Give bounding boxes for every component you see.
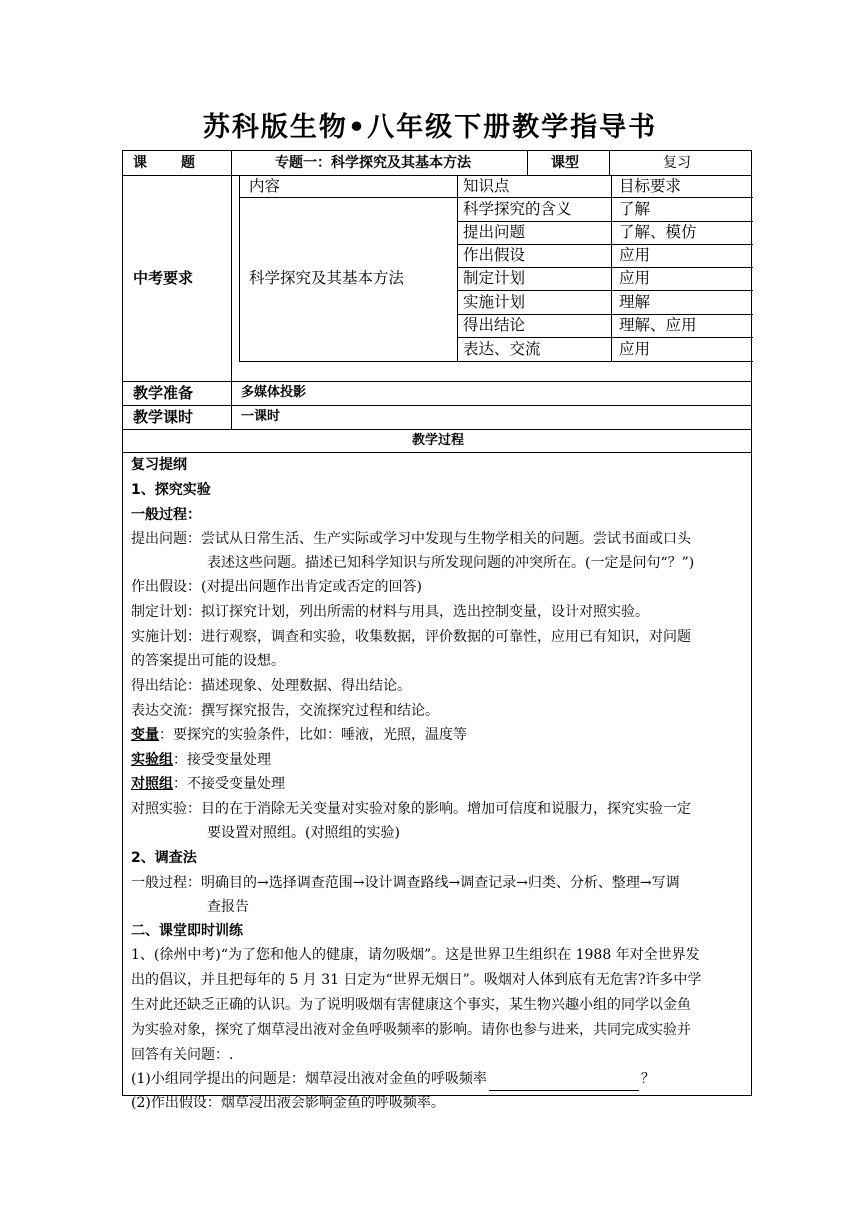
goal-cell: 了解 [619, 200, 651, 218]
point-cell: 作出假设 [463, 246, 526, 264]
col-header-content: 内容 [249, 177, 281, 195]
process-heading: 教学过程 [411, 433, 464, 448]
goal-cell: 应用 [619, 246, 651, 264]
paragraph-line: 得出结论：描述现象、处理数据、得出结论。 [131, 678, 411, 694]
paragraph-line: 回答有关问题：. [131, 1047, 234, 1063]
point-cell: 得出结论 [463, 316, 526, 334]
definition: ：不接受变量处理 [173, 776, 285, 792]
document-title: 苏科版生物•八年级下册教学指导书 [202, 112, 658, 143]
definition-line [131, 772, 285, 796]
topic-label: 课 题 [133, 155, 197, 171]
paragraph-line: 制定计划：拟订探究计划，列出所需的材料与用具，选出控制变量，设计对照实验。 [131, 604, 649, 620]
inner-border-left [239, 175, 240, 361]
type-label: 课型 [551, 155, 579, 171]
term: 实验组 [131, 752, 173, 768]
question-line [131, 1067, 655, 1091]
zhongkao-label: 中考要求 [133, 269, 194, 287]
section-heading: 二、课堂即时训练 [131, 923, 243, 939]
section-heading: 1、探究实验 [131, 482, 211, 498]
inner-column-divider [611, 175, 612, 361]
sub-heading: 一般过程： [131, 507, 201, 523]
column-divider [527, 151, 528, 175]
paragraph-line: 为实验对象，探究了烟草浸出液对金鱼呼吸频率的影响。请你也参与进来，共同完成实验并 [131, 1022, 691, 1038]
goal-cell: 了解、模仿 [619, 223, 697, 241]
column-divider [231, 151, 232, 429]
inner-column-divider [457, 175, 458, 361]
term: 对照组 [131, 776, 173, 792]
question-text: (1)小组同学提出的问题是：烟草浸出液对金鱼的呼吸频率 [131, 1071, 487, 1087]
row-divider [123, 405, 751, 406]
question-mark: ？ [640, 1071, 655, 1087]
type-value: 复习 [663, 155, 691, 171]
paragraph-line: 作出假设：(对提出问题作出肯定或否定的回答) [131, 579, 422, 595]
paragraph-line: 要设置对照组。(对照组的实验) [207, 825, 400, 841]
term: 变量 [131, 727, 159, 743]
prep-value: 多媒体投影 [241, 385, 307, 400]
goal-cell: 应用 [619, 269, 651, 287]
column-divider [609, 151, 610, 175]
definition: ：要探究的实验条件，比如：唾液，光照，温度等 [159, 727, 467, 743]
point-cell: 提出问题 [463, 223, 526, 241]
paragraph-line: 实施计划：进行观察，调查和实验，收集数据，评价数据的可靠性，应用已有知识，对问题 [131, 629, 691, 645]
section-heading: 2、调查法 [131, 850, 197, 866]
col-header-point: 知识点 [463, 177, 510, 195]
paragraph-line: 一般过程：明确目的→选择调查范围→设计调查路线→调查记录→归类、分析、整理→写调 [131, 875, 680, 891]
paragraph-line: 对照实验：目的在于消除无关变量对实验对象的影响。增加可信度和说服力，探究实验一定 [131, 801, 691, 817]
paragraph-line: 的答案提出可能的设想。 [131, 653, 285, 669]
hours-label: 教学课时 [133, 408, 194, 426]
definition: ：接受变量处理 [173, 752, 271, 768]
paragraph-line: 表达交流：撰写探究报告，交流探究过程和结论。 [131, 703, 439, 719]
inner-row-divider [239, 361, 753, 362]
section-heading: 复习提纲 [131, 457, 187, 473]
paragraph-line: 生对此还缺乏正确的认识。为了说明吸烟有害健康这个事实，某生物兴趣小组的同学以金鱼 [131, 997, 691, 1013]
prep-label: 教学准备 [133, 384, 194, 402]
point-cell: 科学探究的含义 [463, 200, 572, 218]
answer-blank[interactable] [489, 1074, 639, 1091]
goal-cell: 理解 [619, 293, 651, 311]
point-cell: 表达、交流 [463, 340, 541, 358]
point-cell: 实施计划 [463, 293, 526, 311]
definition-line [131, 723, 467, 747]
goal-cell: 理解、应用 [619, 316, 697, 334]
paragraph-line: 表述这些问题。描述已知科学知识与所发现问题的冲突所在。(一定是问句“？”) [207, 555, 695, 571]
paragraph-line: (2)作出假设：烟草浸出液会影响金鱼的呼吸频率。 [131, 1095, 445, 1111]
paragraph-line: 出的倡议，并且把每年的 5 月 31 日定为“世界无烟日”。吸烟对人体到底有无危害?许多中学 [131, 972, 702, 988]
content-cell: 科学探究及其基本方法 [249, 269, 405, 287]
definition-line [131, 748, 271, 772]
hours-value: 一课时 [241, 409, 281, 424]
point-cell: 制定计划 [463, 269, 526, 287]
row-divider [123, 452, 751, 453]
paragraph-line: 提出问题：尝试从日常生活、生产实际或学习中发现与生物学相关的问题。尝试书面或口头 [131, 531, 691, 547]
paragraph-line: 查报告 [207, 899, 249, 915]
goal-cell: 应用 [619, 340, 651, 358]
paragraph-line: 1、(徐州中考)“为了您和他人的健康，请勿吸烟”。这是世界卫生组织在 1988 年对全世界发 [131, 947, 700, 963]
col-header-goal: 目标要求 [619, 177, 682, 195]
lesson-table [122, 150, 752, 1111]
row-divider [123, 381, 751, 382]
topic-value: 专题一：科学探究及其基本方法 [275, 155, 471, 171]
